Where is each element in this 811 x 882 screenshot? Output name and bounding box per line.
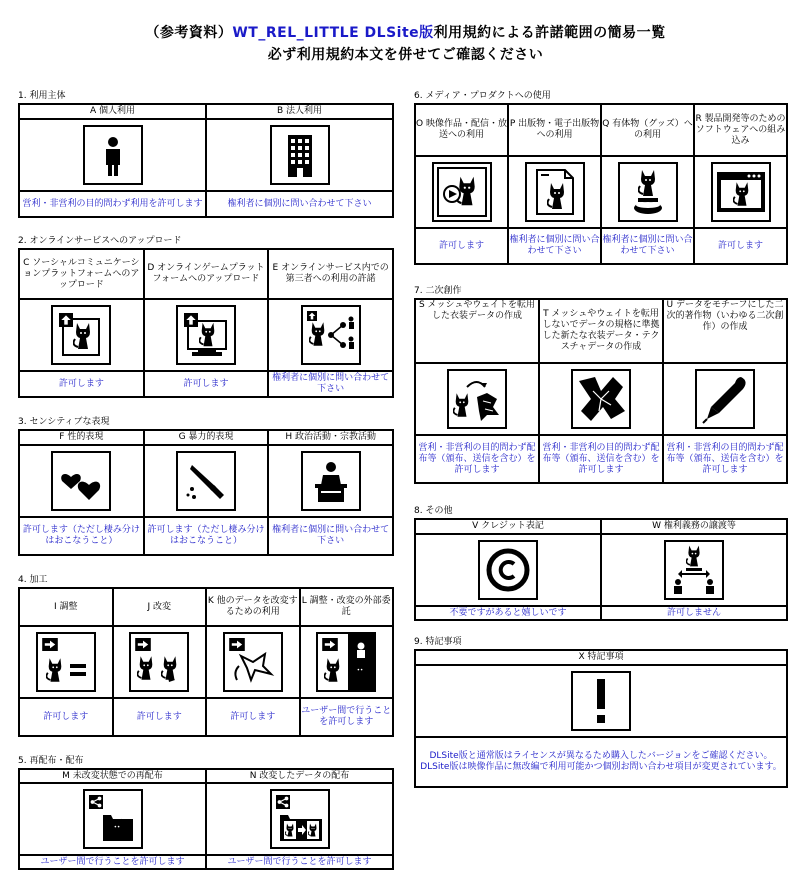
knife-icon bbox=[176, 451, 236, 511]
redistribute-icon bbox=[83, 789, 143, 849]
footer-j: 許可します bbox=[113, 698, 207, 736]
header-x: X 特記事項 bbox=[415, 650, 787, 665]
header-u: U データをモチーフにした二次的著作物（いわゆる二次創作）の作成 bbox=[663, 299, 787, 363]
section-title: 8. その他 bbox=[414, 506, 453, 516]
footer-t: 営利・非営利の目的問わず配布等（頒布、送信を含む）を許可します bbox=[539, 435, 663, 483]
special-note-1: DLSite版と通常版はライセンスが異なるため購入したバージョンをご確認ください。 bbox=[429, 751, 773, 761]
section-title: 9. 特記事項 bbox=[414, 637, 462, 647]
page-subtitle: 必ず利用規約本文を併せてご確認ください bbox=[267, 47, 544, 63]
use-for-modify-icon bbox=[223, 632, 283, 692]
outsource-icon bbox=[316, 632, 376, 692]
video-icon bbox=[432, 162, 492, 222]
header-b: B 法人利用 bbox=[206, 104, 393, 119]
section-title: 5. 再配布・配布 bbox=[18, 756, 84, 766]
header-v: V クレジット表記 bbox=[415, 519, 601, 534]
section-other bbox=[414, 505, 788, 621]
publication-icon bbox=[525, 162, 585, 222]
modify-icon bbox=[129, 632, 189, 692]
office-building-icon bbox=[270, 125, 330, 185]
mesh-transfer-icon bbox=[447, 369, 507, 429]
header-o: O 映像作品・配信・放送への利用 bbox=[415, 104, 508, 156]
section-title: 1. 利用主体 bbox=[18, 91, 66, 101]
footer-c: 許可します bbox=[19, 371, 144, 397]
footer-o: 許可します bbox=[415, 228, 508, 264]
upload-game-icon bbox=[176, 305, 236, 365]
footer-b: 権利者に個別に問い合わせて下さい bbox=[206, 191, 393, 217]
pen-icon bbox=[695, 369, 755, 429]
page-title: （参考資料）WT_REL_LITTLE DLSite版利用規約による許諾範囲の簡易一覧 bbox=[145, 25, 666, 41]
section-title: 3. センシティブな表現 bbox=[18, 417, 110, 427]
podium-icon bbox=[301, 451, 361, 511]
person-icon bbox=[83, 125, 143, 185]
upload-social-icon bbox=[51, 305, 111, 365]
distribute-modified-icon bbox=[270, 789, 330, 849]
footer-s: 営利・非営利の目的問わず配布等（頒布、送信を含む）を許可します bbox=[415, 435, 539, 483]
footer-n: ユーザー間で行うことを許可します bbox=[206, 855, 393, 869]
footer-w: 許可しません bbox=[601, 606, 787, 620]
transfer-rights-icon bbox=[664, 540, 724, 600]
software-icon bbox=[711, 162, 771, 222]
goods-icon bbox=[618, 162, 678, 222]
header-i: I 調整 bbox=[19, 588, 113, 626]
header-e: E オンラインサービス内での第三者への利用の許諾 bbox=[268, 249, 393, 299]
header-p: P 出版物・電子出版物への利用 bbox=[508, 104, 601, 156]
footer-e: 権利者に個別に問い合わせて下さい bbox=[268, 371, 393, 397]
footer-u: 営利・非営利の目的問わず配布等（頒布、送信を含む）を許可します bbox=[663, 435, 787, 483]
footer-v: 不要ですがあると嬉しいです bbox=[415, 606, 601, 620]
header-c: C ソーシャルコミュニケーションプラットフォームへのアップロード bbox=[19, 249, 144, 299]
header-t: T メッシュやウェイトを転用しないでデータの規格に準拠した新たな衣装データ・テクスチャデータの作成 bbox=[539, 299, 663, 363]
adjust-icon bbox=[36, 632, 96, 692]
header-s: S メッシュやウェイトを転用した衣装データの作成 bbox=[415, 299, 539, 363]
footer-a: 営利・非営利の目的問わず利用を許可します bbox=[19, 191, 206, 217]
header-k: K 他のデータを改変するための利用 bbox=[206, 588, 300, 626]
header-m: M 未改変状態での再配布 bbox=[19, 769, 206, 783]
header-g: G 暴力的表現 bbox=[144, 430, 269, 445]
footer-d: 許可します bbox=[144, 371, 269, 397]
header-j: J 改変 bbox=[113, 588, 207, 626]
header-n: N 改変したデータの配布 bbox=[206, 769, 393, 783]
footer-p: 権利者に個別に問い合わせて下さい bbox=[508, 228, 601, 264]
footer-h: 権利者に個別に問い合わせて下さい bbox=[268, 517, 393, 555]
header-w: W 権利義務の譲渡等 bbox=[601, 519, 787, 534]
footer-f: 許可します（ただし棲み分けはおこなうこと） bbox=[19, 517, 144, 555]
section-sensitive-expression bbox=[18, 416, 394, 556]
special-note-2: DLSite版は映像作品に無改編で利用可能かつ個別お問い合わせ項目が変更されています。 bbox=[420, 762, 782, 772]
share-third-party-icon bbox=[301, 305, 361, 365]
header-d: D オンラインゲームプラットフォームへのアップロード bbox=[144, 249, 269, 299]
section-special-notes bbox=[414, 636, 788, 788]
header-r: R 製品開発等のためのソフトウェアへの組み込み bbox=[694, 104, 787, 156]
section-title: 6. メディア・プロダクトへの使用 bbox=[414, 91, 551, 101]
header-l: L 調整・改変の外部委託 bbox=[300, 588, 394, 626]
footer-q: 権利者に個別に問い合わせて下さい bbox=[601, 228, 694, 264]
section-title: 7. 二次創作 bbox=[414, 286, 462, 296]
footer-k: 許可します bbox=[206, 698, 300, 736]
header-f: F 性的表現 bbox=[19, 430, 144, 445]
section-redistribution bbox=[18, 755, 394, 870]
footer-i: 許可します bbox=[19, 698, 113, 736]
section-usage-subject bbox=[18, 90, 394, 218]
section-processing bbox=[18, 574, 394, 737]
section-title: 2. オンラインサービスへのアップロード bbox=[18, 236, 182, 246]
section-title: 4. 加工 bbox=[18, 575, 48, 585]
section-media-product bbox=[414, 90, 788, 265]
header-q: Q 有体物（グッズ）への利用 bbox=[601, 104, 694, 156]
section-online-upload bbox=[18, 235, 394, 398]
footer-l: ユーザー間で行うことを許可します bbox=[300, 698, 394, 736]
exclamation-icon bbox=[571, 671, 631, 731]
hearts-icon bbox=[51, 451, 111, 511]
header-h: H 政治活動・宗教活動 bbox=[268, 430, 393, 445]
footer-m: ユーザー間で行うことを許可します bbox=[19, 855, 206, 869]
new-outfit-icon bbox=[571, 369, 631, 429]
header-a: A 個人利用 bbox=[19, 104, 206, 119]
footer-g: 許可します（ただし棲み分けはおこなうこと） bbox=[144, 517, 269, 555]
footer-r: 許可します bbox=[694, 228, 787, 264]
section-derivative-works bbox=[414, 285, 788, 484]
copyright-icon bbox=[478, 540, 538, 600]
